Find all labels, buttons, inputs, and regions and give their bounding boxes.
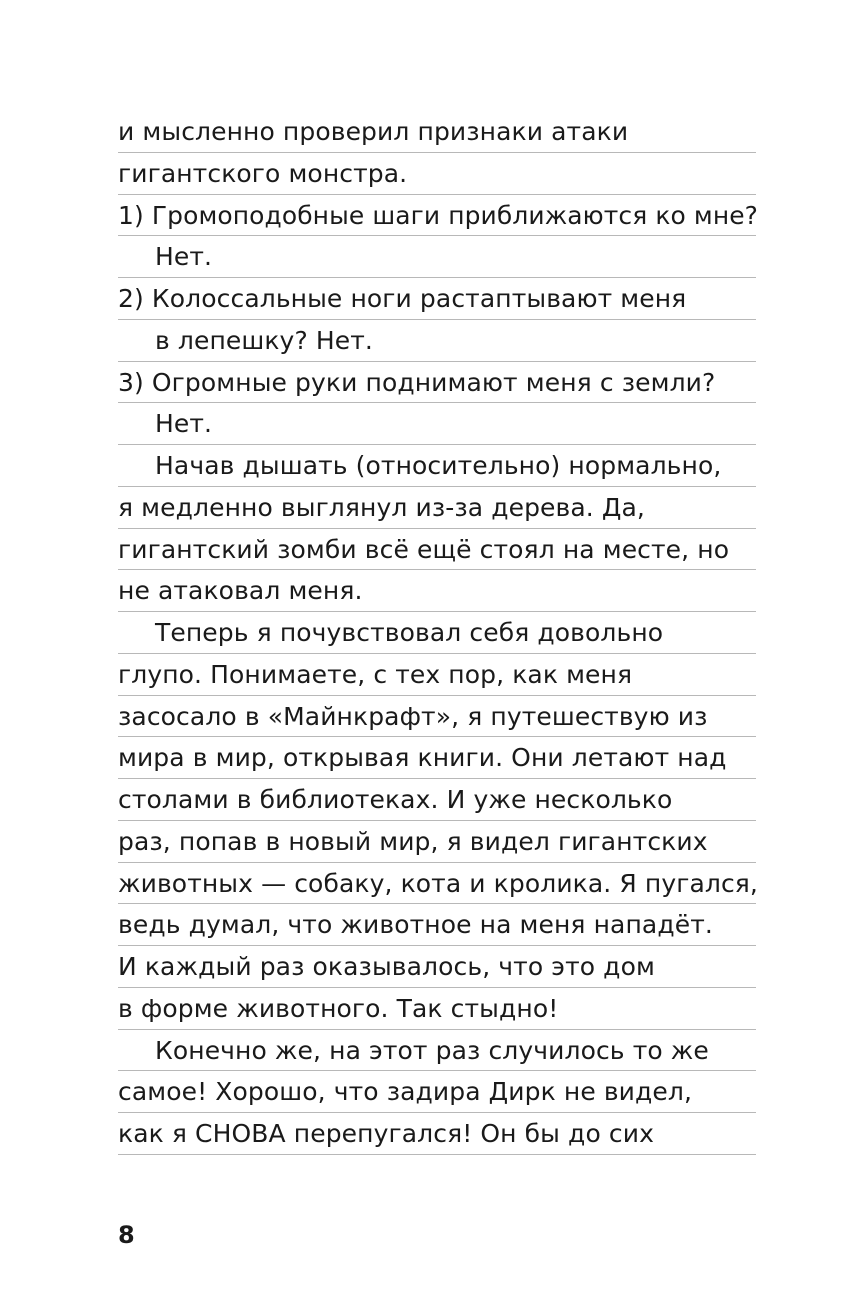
text-line [118,278,756,320]
text-line [118,612,756,654]
text-line [118,403,756,445]
text-line [118,1071,756,1113]
text-line [118,153,756,195]
text-line-content: И каждый раз оказывалось, что это дом [118,952,655,981]
text-line-content: 2) Колоссальные ноги растаптывают меня [118,284,687,313]
text-line [118,195,759,237]
text-line-content: Конечно же, на этот раз случилось то же [155,1035,709,1065]
text-line-content: 1) Громоподобные шаги приближаются ко мне? [118,200,759,230]
text-line [118,570,756,612]
text-line-content: гигантского монстра. [118,158,408,188]
text-line [118,529,756,571]
text-line-content: самое! Хорошо, что задира Дирк не видел, [118,1077,693,1107]
text-line-content: раз, попав в новый мир, я видел гигантских [118,826,708,856]
text-line-content: я медленно выглянул из-за дерева. Да, [118,492,645,522]
text-line [118,1030,756,1072]
text-line-content: Нет. [155,409,213,439]
text-line-content: столами в библиотеках. И уже несколько [118,785,673,814]
text-line [118,111,756,153]
text-line-content: не атаковал меня. [118,576,363,606]
text-line-content: Теперь я почувствовал себя довольно [155,618,664,647]
text-line-content: глупо. Понимаете, с тех пор, как меня [118,659,633,689]
text-line-content: ведь думал, что животное на меня нападёт. [118,910,713,940]
text-line-content: Нет. [155,242,213,272]
text-line-content: гигантский зомби всё ещё стоял на месте, но [118,534,730,564]
text-line-content: засосало в «Майнкрафт», я путешествую из [118,701,708,731]
text-line [118,1113,756,1155]
text-line-content: 3) Огромные руки поднимают меня с земли? [118,367,716,397]
text-line [118,362,756,404]
text-line [118,236,756,278]
text-line-content: в лепешку? Нет. [155,325,373,355]
text-line [118,863,756,905]
text-line [118,654,756,696]
text-line-content: и мысленно проверил признаки атаки [118,117,629,146]
text-line [118,696,756,738]
text-line [118,779,756,821]
page-number: 8 [118,1221,135,1249]
text-line [118,821,756,863]
text-line [118,946,756,988]
ruled-text-block [118,111,759,1155]
text-line-content: как я СНОВА перепугался! Он бы до сих [118,1119,654,1148]
text-line [118,445,756,487]
text-line [118,988,756,1030]
text-line-content: животных — собаку, кота и кролика. Я пугался, [118,868,758,898]
text-line-content: Начав дышать (относительно) нормально, [155,451,722,480]
text-line-content: мира в мир, открывая книги. Они летают над [118,743,727,773]
text-line-content: в форме животного. Так стыдно! [118,993,559,1023]
text-line [118,320,756,362]
text-line [118,737,756,779]
text-line [118,904,756,946]
text-line [118,487,756,529]
